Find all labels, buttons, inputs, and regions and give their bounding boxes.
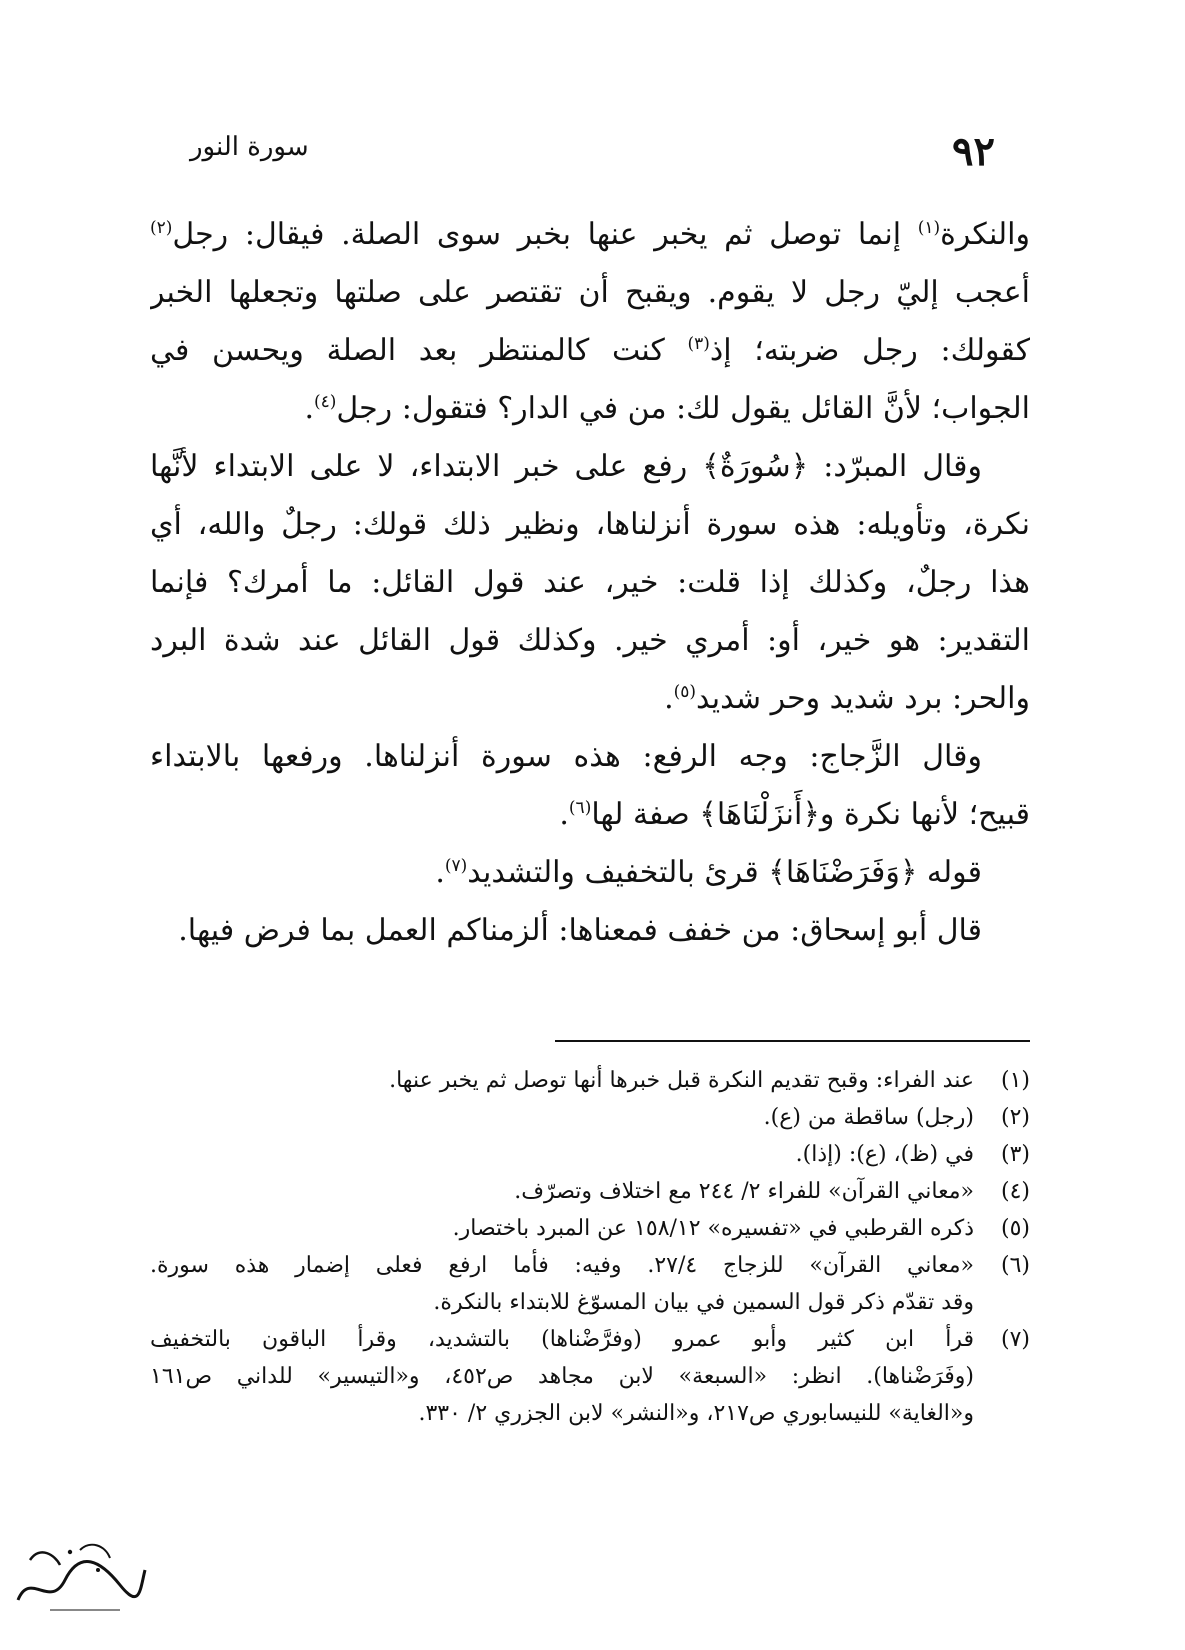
footnote-line: «معاني القرآن» للفراء ٢/ ٢٤٤ مع اختلاف وتصرّف. (514, 1179, 974, 1204)
line-text: . (664, 681, 674, 716)
body-line (150, 612, 1030, 670)
footnote (150, 1210, 1030, 1247)
footnote-number: (٥) (1000, 1216, 1030, 1241)
footnote-number: (٣) (1000, 1142, 1030, 1167)
footnote (150, 1136, 1030, 1173)
body-line (150, 786, 1030, 844)
footnote-text (150, 1173, 974, 1210)
footnote (150, 1062, 1030, 1099)
footnote-line: «معاني القرآن» للزجاج ٢٧/٤. وفيه: فأما ارفع فعلى إضمار هذه سورة. (150, 1253, 974, 1278)
footnote-separator (555, 1040, 1030, 1042)
line-text: وقال المبرّد: ﴿سُورَةٌ﴾ رفع على خبر الابتداء، لا على الابتداء لأنَّها (150, 449, 982, 484)
body-line (150, 438, 1030, 496)
line-text: أعجب إليّ رجل لا يقوم. ويقبح أن تقتصر على صلتها وتجعلها الخبر (150, 275, 1030, 310)
line-text: قبيح؛ لأنها نكرة و﴿أَنزَلْنَاهَا﴾ صفة لها (591, 797, 1030, 832)
footnote-reference: (٥) (673, 682, 697, 702)
footnote-line: قرأ ابن كثير وأبو عمرو (وفرَّضْناها) بالتشديد، وقرأ الباقون بالتخفيف (150, 1327, 974, 1352)
footnote-number: (٤) (1000, 1179, 1030, 1204)
footnote-line: (وفَرَضْناها). انظر: «السبعة» لابن مجاهد ص٤٥٢، و«التيسير» للداني ص١٦١ (150, 1364, 975, 1389)
body-line (150, 380, 1030, 438)
footnote-text (150, 1321, 974, 1432)
line-text: . (435, 855, 445, 890)
footnote-reference: (٣) (687, 334, 710, 354)
footnote-number: (٦) (1000, 1253, 1030, 1278)
body-line (150, 728, 1030, 786)
footnote-reference: (٦) (568, 798, 592, 818)
line-text: والحر: برد شديد وحر شديد (696, 681, 1030, 716)
footnote-reference: (٤) (314, 392, 337, 412)
footnote-number: (١) (1000, 1068, 1030, 1093)
footnote-text (150, 1062, 974, 1099)
publisher-logo (10, 1530, 150, 1620)
footnote-number: (٢) (1000, 1105, 1030, 1130)
body-line (150, 844, 1030, 902)
footnote-text (150, 1099, 974, 1136)
line-text: نكرة، وتأويله: هذه سورة أنزلناها، ونظير ذلك قولك: رجلٌ والله، أي (150, 507, 1030, 542)
footnote (150, 1321, 1030, 1432)
line-text: قوله ﴿وَفَرَضْنَاهَا﴾ قرئ بالتخفيف والتشديد (467, 855, 982, 890)
footnote-line: و«الغاية» للنيسابوري ص٢١٧، و«النشر» لابن الجزري ٢/ ٣٣٠. (418, 1401, 974, 1426)
footnote-text (150, 1247, 974, 1321)
footnotes (150, 1062, 1030, 1432)
line-text: التقدير: هو خير، أو: أمري خير. وكذلك قول القائل عند شدة البرد (150, 623, 1030, 658)
footnote-line: عند الفراء: وقبح تقديم النكرة قبل خبرها أنها توصل ثم يخبر عنها. (389, 1068, 974, 1093)
footnote-line: في (ظ)، (ع): (إذا). (795, 1142, 974, 1167)
footnote-text (150, 1136, 974, 1173)
page-header (190, 128, 995, 188)
line-text: . (304, 391, 314, 426)
footnote-text (150, 1210, 974, 1247)
page-number: ٩٢ (952, 128, 995, 175)
footnote-line: وقد تقدّم ذكر قول السمين في بيان المسوّغ للابتداء بالنكرة. (433, 1290, 974, 1315)
body-text (150, 206, 1030, 960)
line-text: قال أبو إسحاق: من خفف فمعناها: ألزمناكم العمل بما فرض فيها. (178, 913, 982, 948)
body-line (150, 264, 1030, 322)
footnote (150, 1099, 1030, 1136)
footnote-reference: (٧) (444, 856, 468, 876)
footnote (150, 1173, 1030, 1210)
line-text: وقال الزَّجاج: وجه الرفع: هذه سورة أنزلناها. ورفعها بالابتداء (150, 739, 982, 774)
line-text: والنكرة (940, 217, 1030, 252)
body-line (150, 496, 1030, 554)
footnote-reference: (١) (917, 218, 941, 238)
footnote-line: ذكره القرطبي في «تفسيره» ١٥٨/١٢ عن المبرد باختصار. (452, 1216, 974, 1241)
line-text: هذا رجلٌ، وكذلك إذا قلت: خير، عند قول القائل: ما أمرك؟ فإنما (150, 565, 1030, 600)
body-line (150, 554, 1030, 612)
line-text: . (559, 797, 569, 832)
body-line (150, 902, 1030, 960)
body-line (150, 322, 1030, 380)
footnote-line: (رجل) ساقطة من (ع). (763, 1105, 974, 1130)
line-text: كنت كالمنتظر بعد الصلة ويحسن في (150, 333, 688, 368)
footnote-reference: (٢) (150, 218, 173, 238)
body-line (150, 206, 1030, 264)
footnote-number: (٧) (1000, 1327, 1030, 1352)
body-line (150, 670, 1030, 728)
line-text: الجواب؛ لأنَّ القائل يقول لك: من في الدار؟ فتقول: رجل (336, 391, 1030, 426)
running-title: سورة النور (190, 132, 309, 162)
footnote (150, 1247, 1030, 1321)
line-text: كقولك: رجل ضربته؛ إذ (709, 333, 1030, 368)
line-text: إنما توصل ثم يخبر عنها بخبر سوى الصلة. فيقال: رجل (172, 217, 918, 252)
